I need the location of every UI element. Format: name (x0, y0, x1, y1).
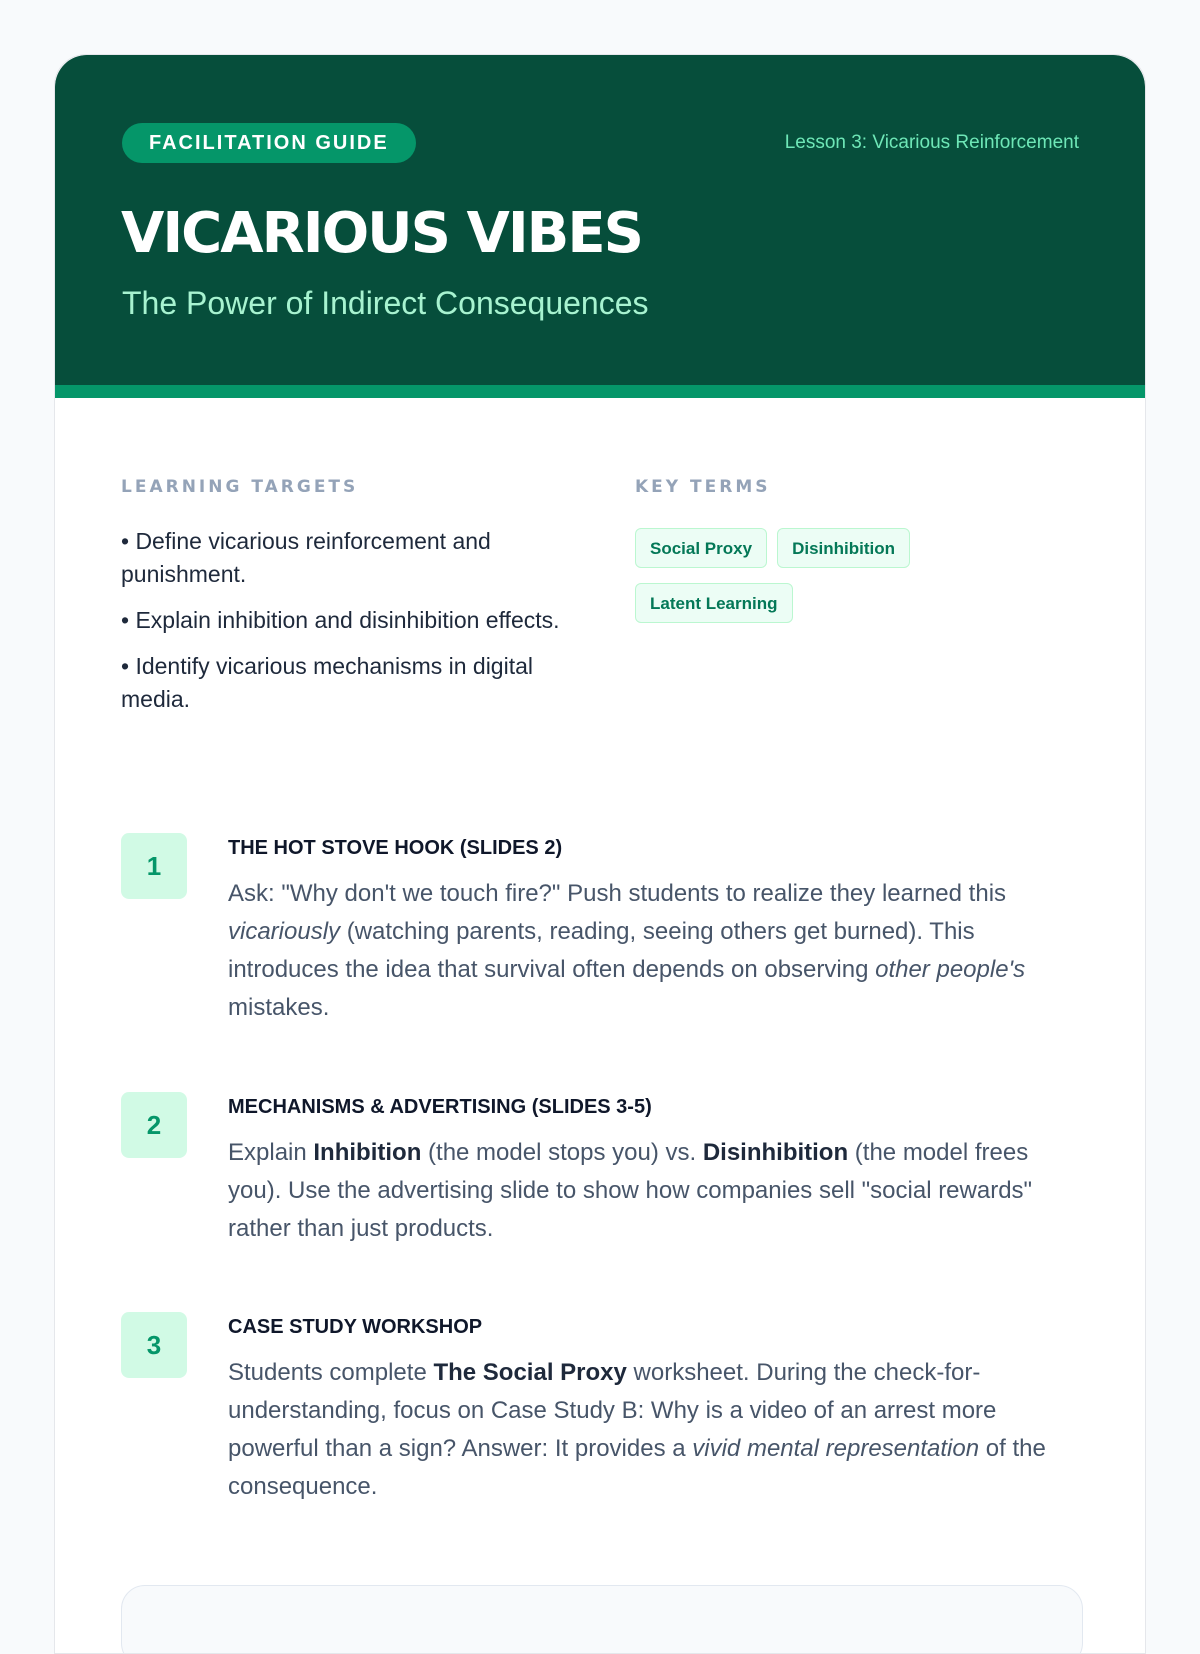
bottom-callout-box (121, 1585, 1083, 1654)
step-title: CASE STUDY WORKSHOP (228, 1316, 483, 1338)
facilitation-guide-card (54, 54, 1146, 1654)
step-description: Students complete The Social Proxy worksheet. During the check-for-understanding, focus on Case Study B: Why is a video of an arrest more powerful than a sign? Answer: It provides a vivid mental representation of the consequence. (228, 1359, 1046, 1500)
key-terms-heading: KEY TERMS (635, 477, 771, 497)
learning-target-item: • Define vicarious reinforcement and punishment. (121, 528, 491, 587)
step-title: MECHANISMS & ADVERTISING (SLIDES 3-5) (228, 1096, 652, 1118)
guide-header (55, 55, 1145, 398)
step-description: Explain Inhibition (the model stops you) vs. Disinhibition (the model frees you). Use the advertising slide to show how companies sell "social rewards" rather than just products. (228, 1139, 1033, 1242)
key-term-tag: Disinhibition (777, 528, 910, 568)
facilitation-guide-badge: FACILITATION GUIDE (122, 123, 416, 163)
page-title: VICARIOUS VIBES (121, 201, 642, 266)
page-subtitle: The Power of Indirect Consequences (122, 285, 649, 321)
header-accent-bar (55, 385, 1145, 398)
learning-targets-heading: LEARNING TARGETS (121, 477, 359, 497)
step-number: 1 (121, 833, 187, 899)
step-number: 2 (121, 1092, 187, 1158)
lesson-label: Lesson 3: Vicarious Reinforcement (784, 132, 1079, 153)
step-title: THE HOT STOVE HOOK (SLIDES 2) (228, 837, 563, 859)
key-terms-list (635, 528, 935, 638)
step-number: 3 (121, 1312, 187, 1378)
learning-target-item: • Explain inhibition and disinhibition effects. (121, 607, 560, 633)
key-term-tag: Social Proxy (635, 528, 767, 568)
step-description: Ask: "Why don't we touch fire?" Push students to realize they learned this vicariously (watching parents, reading, seeing others get burned). This introduces the idea that survival often depends on observing other people's mistakes. (228, 880, 1026, 1021)
key-term-tag: Latent Learning (635, 583, 793, 623)
learning-targets-list (121, 525, 561, 729)
learning-target-item: • Identify vicarious mechanisms in digital media. (121, 653, 534, 712)
